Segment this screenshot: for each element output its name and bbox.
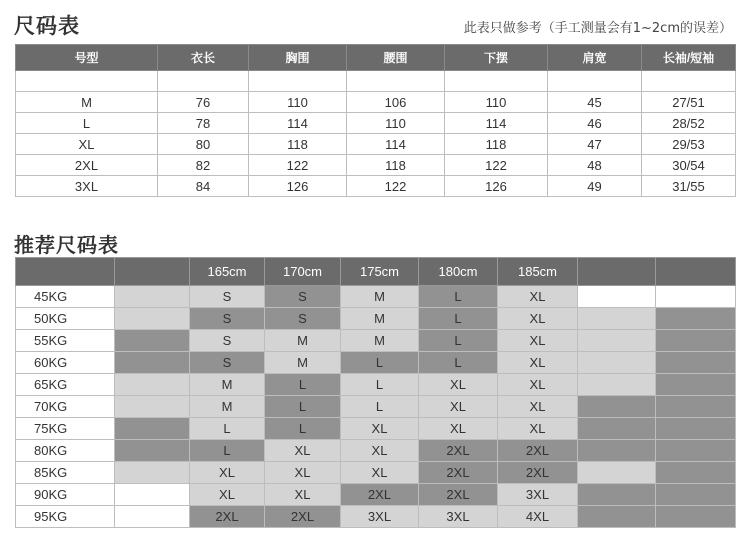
recommended-size-cell [578,286,656,308]
recommended-size-table [15,257,736,528]
weight-cell: 50KG [16,308,115,330]
recommended-size-cell: S [190,308,265,330]
recommended-size-cell: 2XL [498,440,578,462]
measurement-cell: 27/51 [642,92,736,113]
header-cell: 长袖/短袖 [642,45,736,71]
recommended-size-cell: XL [341,440,419,462]
header-cell: 衣长 [158,45,249,71]
measurement-cell: 48 [548,155,642,176]
recommended-size-cell [578,396,656,418]
size-label-cell: L [16,113,158,134]
measurement-cell: 78 [158,113,249,134]
rec-table-row [16,418,736,440]
size-label-cell: 3XL [16,176,158,197]
measurement-cell: 82 [158,155,249,176]
weight-cell: 95KG [16,506,115,528]
size-table-row [16,176,736,197]
recommended-size-cell: XL [498,286,578,308]
recommended-size-cell [656,484,736,506]
recommended-size-cell [578,418,656,440]
recommended-size-cell [656,330,736,352]
recommended-size-cell: XL [498,330,578,352]
rec-table-row [16,330,736,352]
recommended-size-cell: M [190,374,265,396]
size-table-row [16,71,736,92]
recommended-size-cell: L [190,440,265,462]
recommended-size-cell: M [265,352,341,374]
rec-table-row [16,286,736,308]
recommended-size-cell [115,374,190,396]
recommended-size-cell [656,462,736,484]
header-cell [115,258,190,286]
recommended-size-cell [115,506,190,528]
measurement-cell: 84 [158,176,249,197]
header-cell: 号型 [16,45,158,71]
weight-cell: 75KG [16,418,115,440]
weight-cell: 65KG [16,374,115,396]
measurement-cell: 114 [249,113,347,134]
height-header-170: 170cm [265,258,341,286]
recommended-size-cell: XL [419,418,498,440]
rec-table-row [16,506,736,528]
weight-cell: 45KG [16,286,115,308]
recommended-size-cell: 3XL [419,506,498,528]
recommended-size-cell: XL [265,440,341,462]
recommended-size-cell [115,396,190,418]
measurement-cell: 126 [249,176,347,197]
header-cell: 胸围 [249,45,347,71]
recommended-size-cell: M [190,396,265,418]
measurement-cell: 31/55 [642,176,736,197]
measurement-cell: 118 [445,134,548,155]
recommended-size-cell [115,418,190,440]
recommended-size-cell: L [265,418,341,440]
recommended-size-cell [578,462,656,484]
recommended-size-cell: 2XL [265,506,341,528]
measurement-cell: 49 [548,176,642,197]
recommended-size-cell: L [265,396,341,418]
measurement-cell: 110 [347,113,445,134]
recommended-size-cell: L [341,352,419,374]
recommended-size-cell: L [419,330,498,352]
recommended-size-cell [578,440,656,462]
measurement-cell: 76 [158,92,249,113]
measurement-cell: 110 [249,92,347,113]
size-chart-title: 尺码表 [14,14,80,38]
measurement-cell [445,71,548,92]
height-header-185: 185cm [498,258,578,286]
recommended-size-cell: L [419,308,498,330]
recommended-size-cell [656,506,736,528]
size-table-row [16,113,736,134]
measurement-cell: 80 [158,134,249,155]
measurement-cell: 28/52 [642,113,736,134]
measurement-cell: 29/53 [642,134,736,155]
recommended-size-cell [115,308,190,330]
recommended-size-cell: 2XL [498,462,578,484]
measurement-cell [347,71,445,92]
rec-table-row [16,374,736,396]
recommended-size-cell [578,308,656,330]
size-label-cell: XL [16,134,158,155]
measurement-cell: 122 [445,155,548,176]
recommended-size-cell [115,462,190,484]
recommended-size-cell: L [265,374,341,396]
measurement-cell: 118 [347,155,445,176]
weight-cell: 70KG [16,396,115,418]
recommended-size-cell: L [341,374,419,396]
header-cell [656,258,736,286]
measurement-cell [642,71,736,92]
rec-table-row [16,462,736,484]
measurement-cell: 30/54 [642,155,736,176]
recommended-size-cell: 3XL [498,484,578,506]
recommended-size-cell: XL [265,462,341,484]
height-header-165: 165cm [190,258,265,286]
recommended-size-cell: 2XL [419,462,498,484]
measurement-cell [249,71,347,92]
recommended-size-cell: 2XL [419,484,498,506]
recommended-size-cell: M [341,286,419,308]
recommended-size-cell [578,352,656,374]
recommended-size-cell: 4XL [498,506,578,528]
header-cell: 下摆 [445,45,548,71]
recommended-size-cell: S [190,330,265,352]
recommended-size-cell: 2XL [190,506,265,528]
size-label-cell: M [16,92,158,113]
recommended-size-cell [115,484,190,506]
recommended-size-cell [115,352,190,374]
measurement-cell [158,71,249,92]
header-cell [16,258,115,286]
recommended-size-cell: XL [498,418,578,440]
recommended-size-cell: M [341,308,419,330]
recommended-size-cell: M [341,330,419,352]
recommended-size-cell [578,506,656,528]
recommended-size-cell: 2XL [341,484,419,506]
recommended-size-cell [115,330,190,352]
measurement-cell: 45 [548,92,642,113]
recommended-size-cell: XL [341,418,419,440]
recommended-size-cell [656,286,736,308]
recommended-size-cell: XL [341,462,419,484]
height-header-175: 175cm [341,258,419,286]
size-chart-table [15,44,736,197]
rec-table-row [16,396,736,418]
recommended-size-cell: XL [498,308,578,330]
rec-table-row [16,440,736,462]
recommended-size-cell: S [190,352,265,374]
recommended-size-cell [656,440,736,462]
measurement-cell: 118 [249,134,347,155]
measurement-cell: 122 [249,155,347,176]
recommended-size-cell [656,374,736,396]
size-label-cell [16,71,158,92]
recommended-size-cell: L [341,396,419,418]
rec-table-row [16,308,736,330]
recommended-size-cell: XL [498,396,578,418]
recommended-size-cell: S [190,286,265,308]
measurement-cell: 110 [445,92,548,113]
header-cell: 腰围 [347,45,445,71]
recommended-size-cell: XL [419,396,498,418]
recommended-size-cell [656,352,736,374]
size-label-cell: 2XL [16,155,158,176]
header-cell: 肩宽 [548,45,642,71]
size-table-row [16,155,736,176]
measurement-note: 此表只做参考（手工测量会有1~2cm的误差） [463,21,732,36]
measurement-cell: 46 [548,113,642,134]
recommended-size-cell: L [419,352,498,374]
rec-table-row [16,484,736,506]
weight-cell: 90KG [16,484,115,506]
rec-table-header-row [16,258,736,286]
recommended-size-cell: XL [190,462,265,484]
height-header-180: 180cm [419,258,498,286]
recommended-size-cell: S [265,308,341,330]
recommended-size-cell: XL [265,484,341,506]
size-table-row [16,134,736,155]
recommended-size-cell: XL [419,374,498,396]
measurement-cell: 47 [548,134,642,155]
recommended-size-cell [656,418,736,440]
size-table-row [16,92,736,113]
recommended-size-cell: XL [498,374,578,396]
recommended-size-cell [115,286,190,308]
recommended-size-cell [656,308,736,330]
weight-cell: 80KG [16,440,115,462]
recommended-size-title: 推荐尺码表 [14,233,119,257]
recommended-size-cell: 2XL [419,440,498,462]
recommended-size-cell: L [419,286,498,308]
weight-cell: 85KG [16,462,115,484]
recommended-size-cell [578,330,656,352]
recommended-size-cell: XL [498,352,578,374]
measurement-cell: 122 [347,176,445,197]
recommended-size-cell: L [190,418,265,440]
recommended-size-cell [115,440,190,462]
measurement-cell: 126 [445,176,548,197]
recommended-size-cell [656,396,736,418]
recommended-size-cell: 3XL [341,506,419,528]
recommended-size-cell [578,484,656,506]
weight-cell: 55KG [16,330,115,352]
header-cell [578,258,656,286]
measurement-cell [548,71,642,92]
measurement-cell: 114 [445,113,548,134]
size-table-header-row [16,45,736,71]
rec-table-row [16,352,736,374]
recommended-size-cell: M [265,330,341,352]
recommended-size-cell: XL [190,484,265,506]
measurement-cell: 106 [347,92,445,113]
recommended-size-cell: S [265,286,341,308]
measurement-cell: 114 [347,134,445,155]
recommended-size-cell [578,374,656,396]
weight-cell: 60KG [16,352,115,374]
